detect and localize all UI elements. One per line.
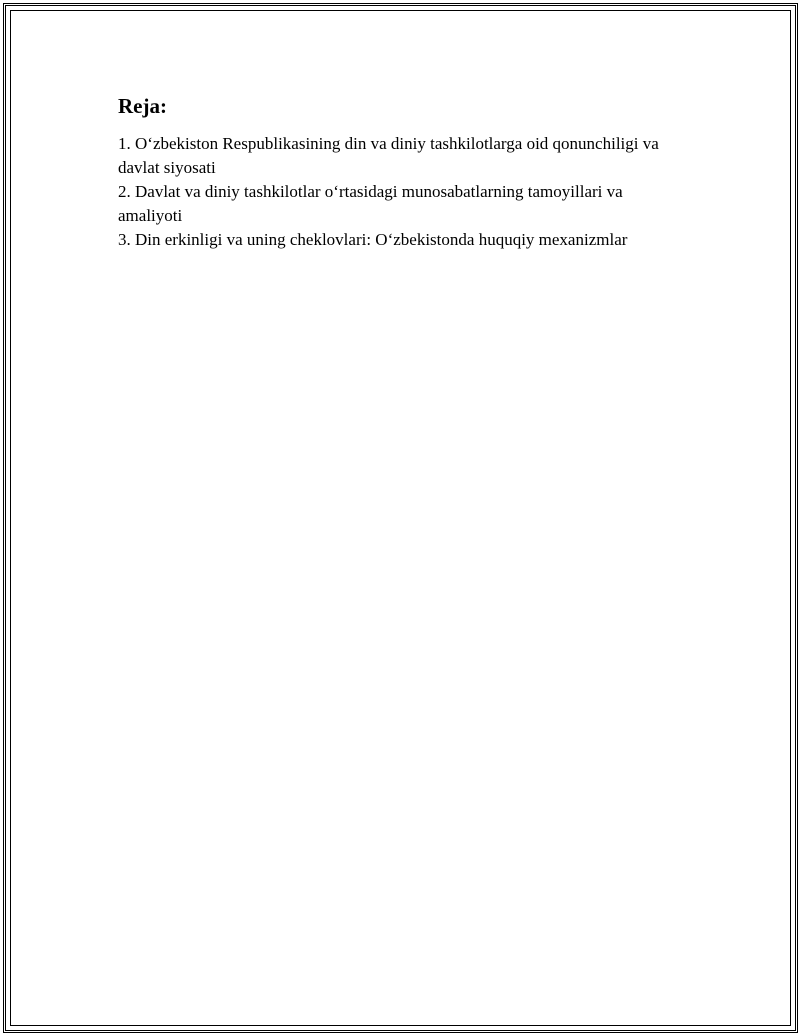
plan-list [118, 132, 718, 252]
plan-item-1: 1. O‘zbekiston Respublikasining din va diniy tashkilotlarga oid qonunchiligi va davlat siyosati [118, 134, 659, 177]
plan-item-3: 3. Din erkinligi va uning cheklovlari: O‘zbekistonda huquqiy mexanizmlar [118, 230, 628, 249]
plan-heading: Reja: [118, 94, 167, 118]
document-body [118, 92, 718, 252]
plan-item-2: 2. Davlat va diniy tashkilotlar o‘rtasidagi munosabatlarning tamoyillari va amaliyoti [118, 182, 623, 225]
